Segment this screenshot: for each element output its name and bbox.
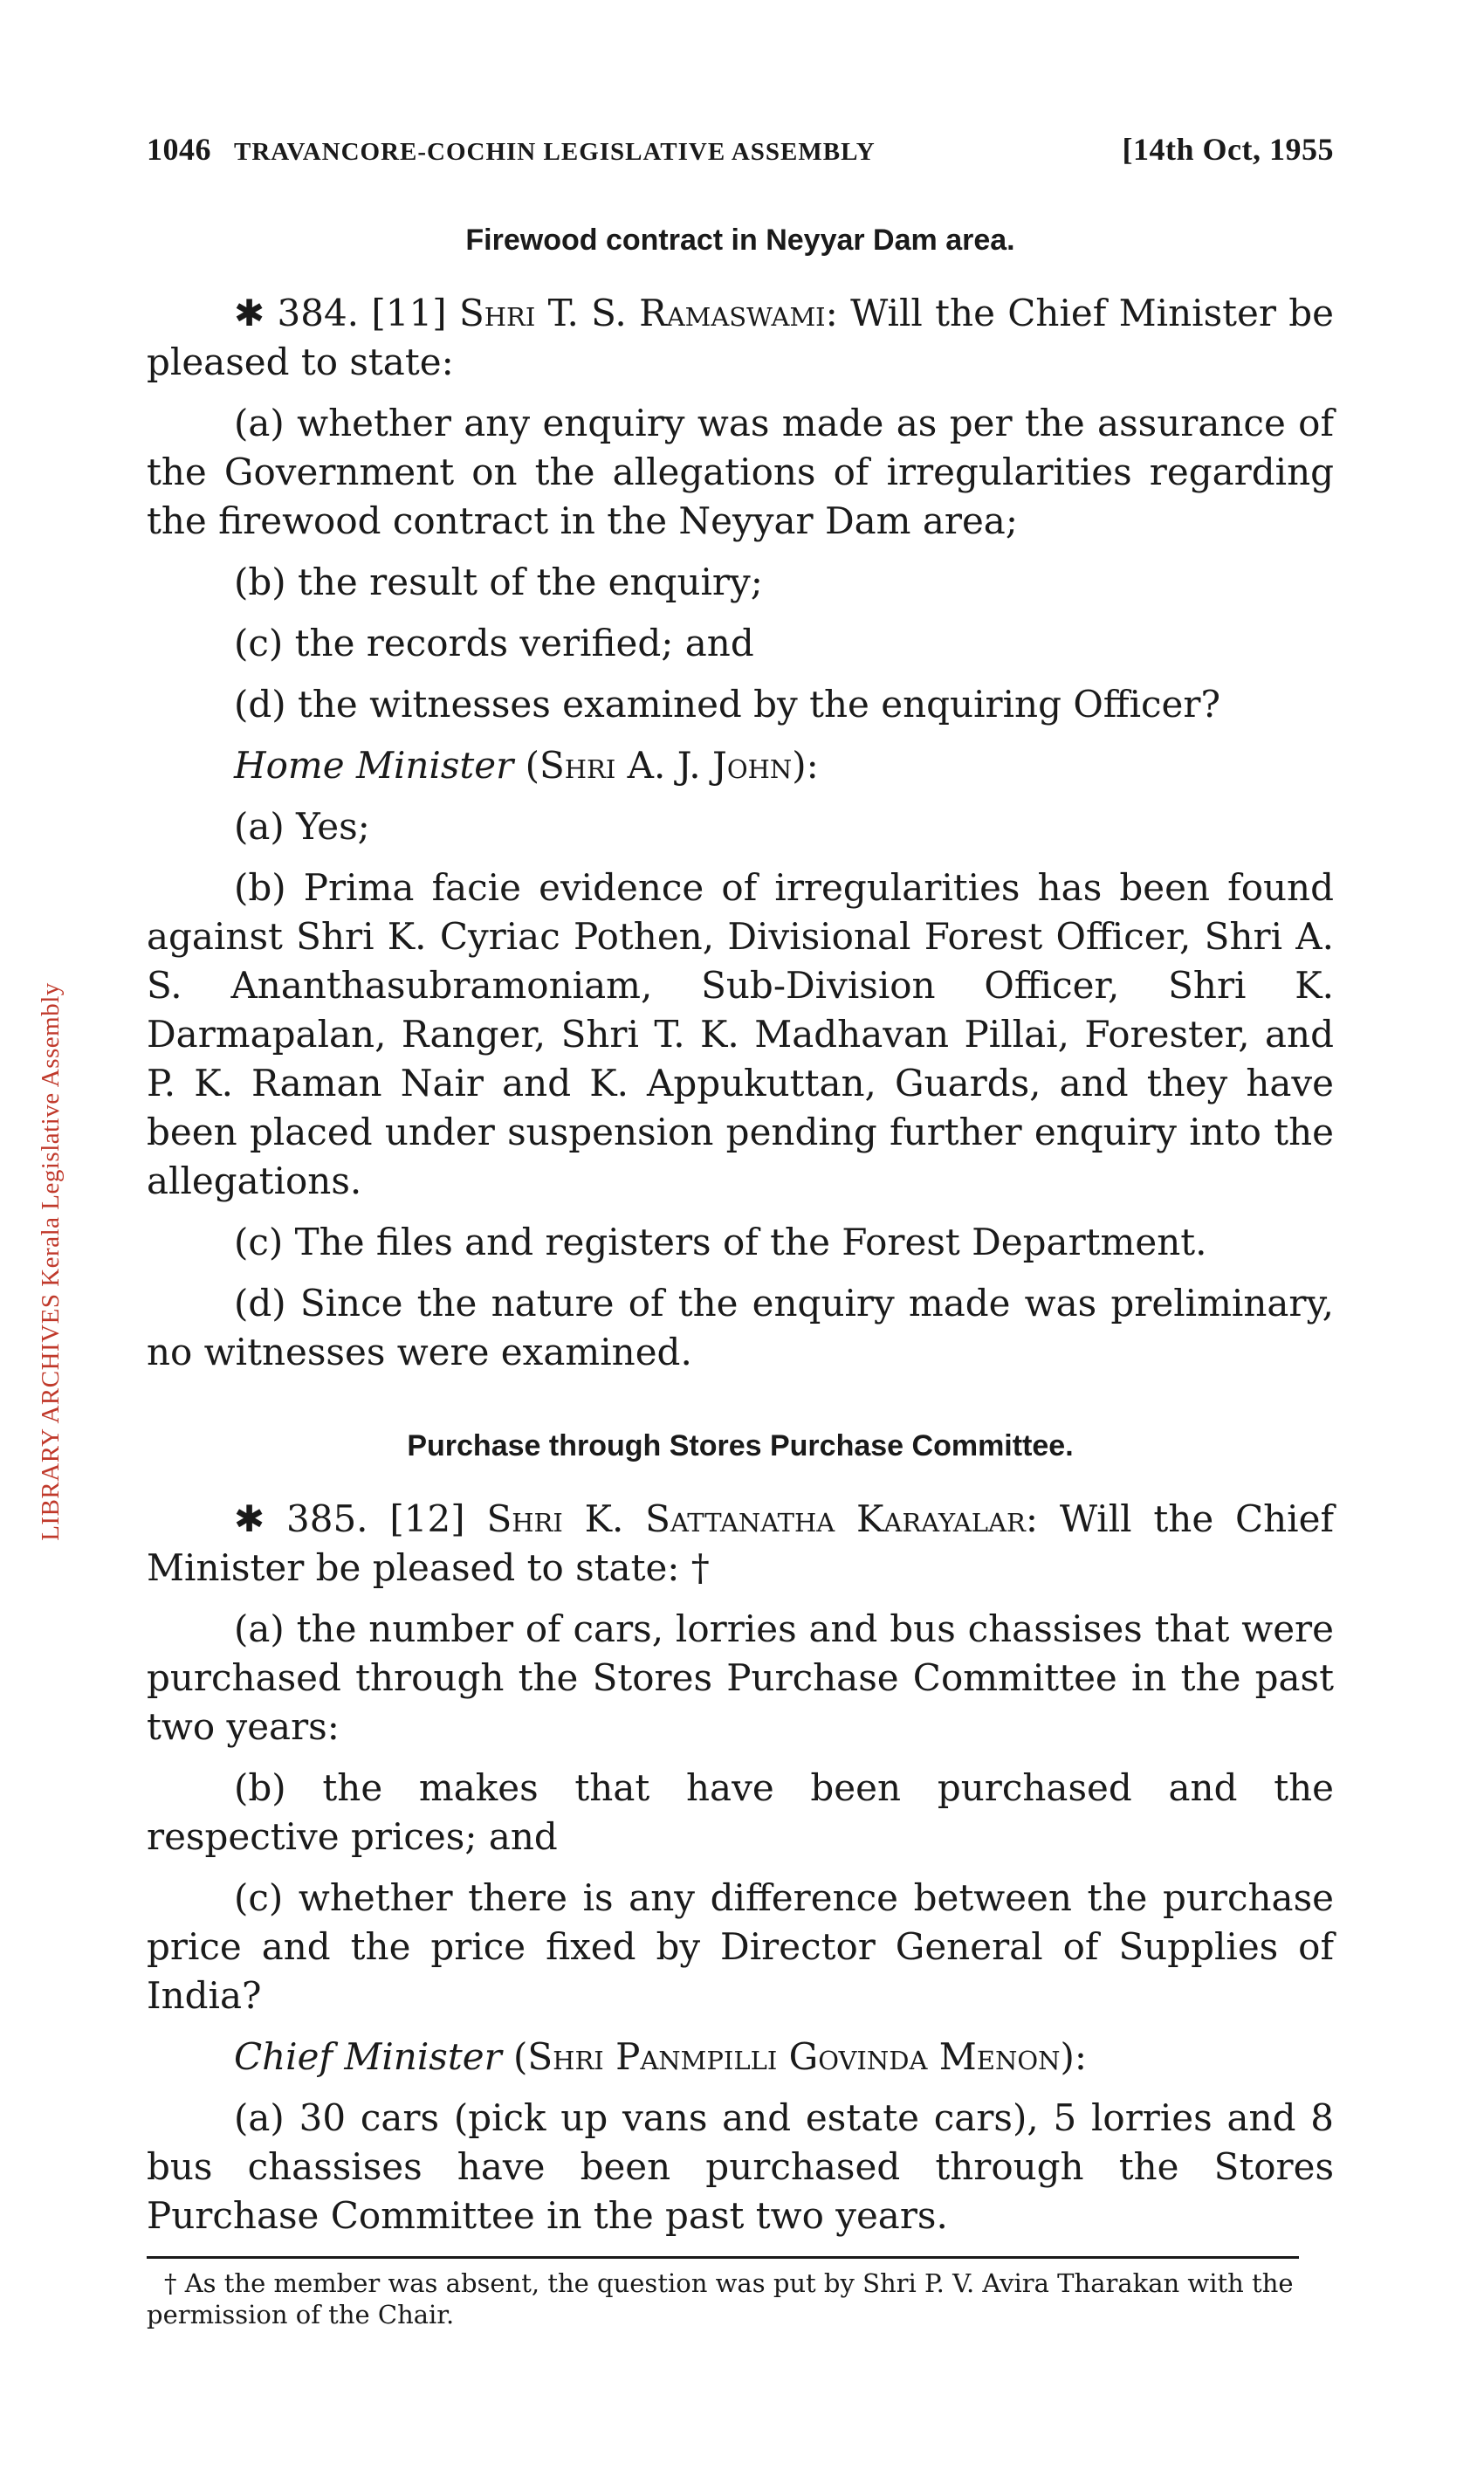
question-intro: Will the Chief Minister be pleased to state: bbox=[147, 292, 1335, 383]
archive-watermark: LIBRARY ARCHIVES Kerala Legislative Assembly bbox=[37, 982, 65, 1541]
answerer-line bbox=[147, 2033, 1334, 2082]
answer-part: (c) The files and registers of the Forest Department. bbox=[234, 1221, 1207, 1263]
question-part: (b) the result of the enquiry; bbox=[234, 561, 763, 603]
footnote-rule bbox=[147, 2256, 1299, 2259]
question-number: ✱ 385. [12] bbox=[234, 1497, 465, 1540]
page-date: [14th Oct, 1955 bbox=[1122, 132, 1334, 167]
answerer-line bbox=[147, 741, 1334, 790]
answer-part: (a) 30 cars (pick up vans and estate cars), 5 lorries and 8 bus chassises have been purchased through the Stores Purchase Committee in the past two years. bbox=[147, 2096, 1334, 2237]
question-384 bbox=[147, 289, 1334, 387]
question-385 bbox=[147, 1495, 1334, 1593]
answerer-name: (Shri Panmpilli Govinda Menon): bbox=[513, 2035, 1088, 2078]
answerer-name: (Shri A. J. John): bbox=[525, 744, 819, 787]
section-heading-firewood: Firewood contract in Neyyar Dam area. bbox=[465, 224, 1015, 257]
page-number: 1046 bbox=[147, 132, 211, 167]
answer-part: (a) Yes; bbox=[234, 805, 370, 848]
question-number: ✱ 384. [11] bbox=[234, 292, 447, 334]
member-name: Shri T. S. Ramaswami: bbox=[458, 292, 838, 334]
page-header bbox=[147, 131, 1334, 183]
question-part: (c) the records verified; and bbox=[234, 622, 754, 664]
question-part: (d) the witnesses examined by the enquiring Officer? bbox=[234, 683, 1221, 726]
question-part: (a) the number of cars, lorries and bus chassises that were purchased through the Stores Purchase Committee in the past two years: bbox=[147, 1607, 1334, 1748]
section-heading-stores: Purchase through Stores Purchase Committee. bbox=[407, 1429, 1074, 1462]
question-part: (b) the makes that have been purchased and the respective prices; and bbox=[147, 1766, 1334, 1858]
answerer-title: Chief Minister bbox=[234, 2035, 502, 2078]
footnote: † As the member was absent, the question was put by Shri P. V. Avira Tharakan with the permission of the Chair. bbox=[147, 2268, 1294, 2329]
question-part: (a) whether any enquiry was made as per the assurance of the Government on the allegations of irregularities regarding the firewood contract in the Neyyar Dam area; bbox=[147, 402, 1334, 542]
question-intro: Will the Chief Minister be pleased to state: † bbox=[147, 1497, 1335, 1589]
answerer-title: Home Minister bbox=[234, 744, 514, 787]
document-page bbox=[147, 131, 1334, 2330]
running-title: TRAVANCORE-COCHIN LEGISLATIVE ASSEMBLY bbox=[234, 138, 876, 166]
answer-part: (d) Since the nature of the enquiry made was preliminary, no witnesses were examined. bbox=[147, 1282, 1334, 1373]
answer-part: (b) Prima facie evidence of irregularities has been found against Shri K. Cyriac Pothen, Divisional Forest Officer, Shri A. S. Ananthasubramoniam, Sub-Division Officer, Shri K. Darmapalan, Ranger, Shri T. K. Madhavan Pillai, Forester, and P. K. Raman Nair and K. Appukuttan, Guards, and they have been placed under suspension pending further enquiry into the allegations. bbox=[147, 866, 1334, 1202]
member-name: Shri K. Sattanatha Karayalar: bbox=[486, 1497, 1038, 1540]
question-part: (c) whether there is any difference between the purchase price and the price fixed by Director General of Supplies of India? bbox=[147, 1876, 1334, 2017]
